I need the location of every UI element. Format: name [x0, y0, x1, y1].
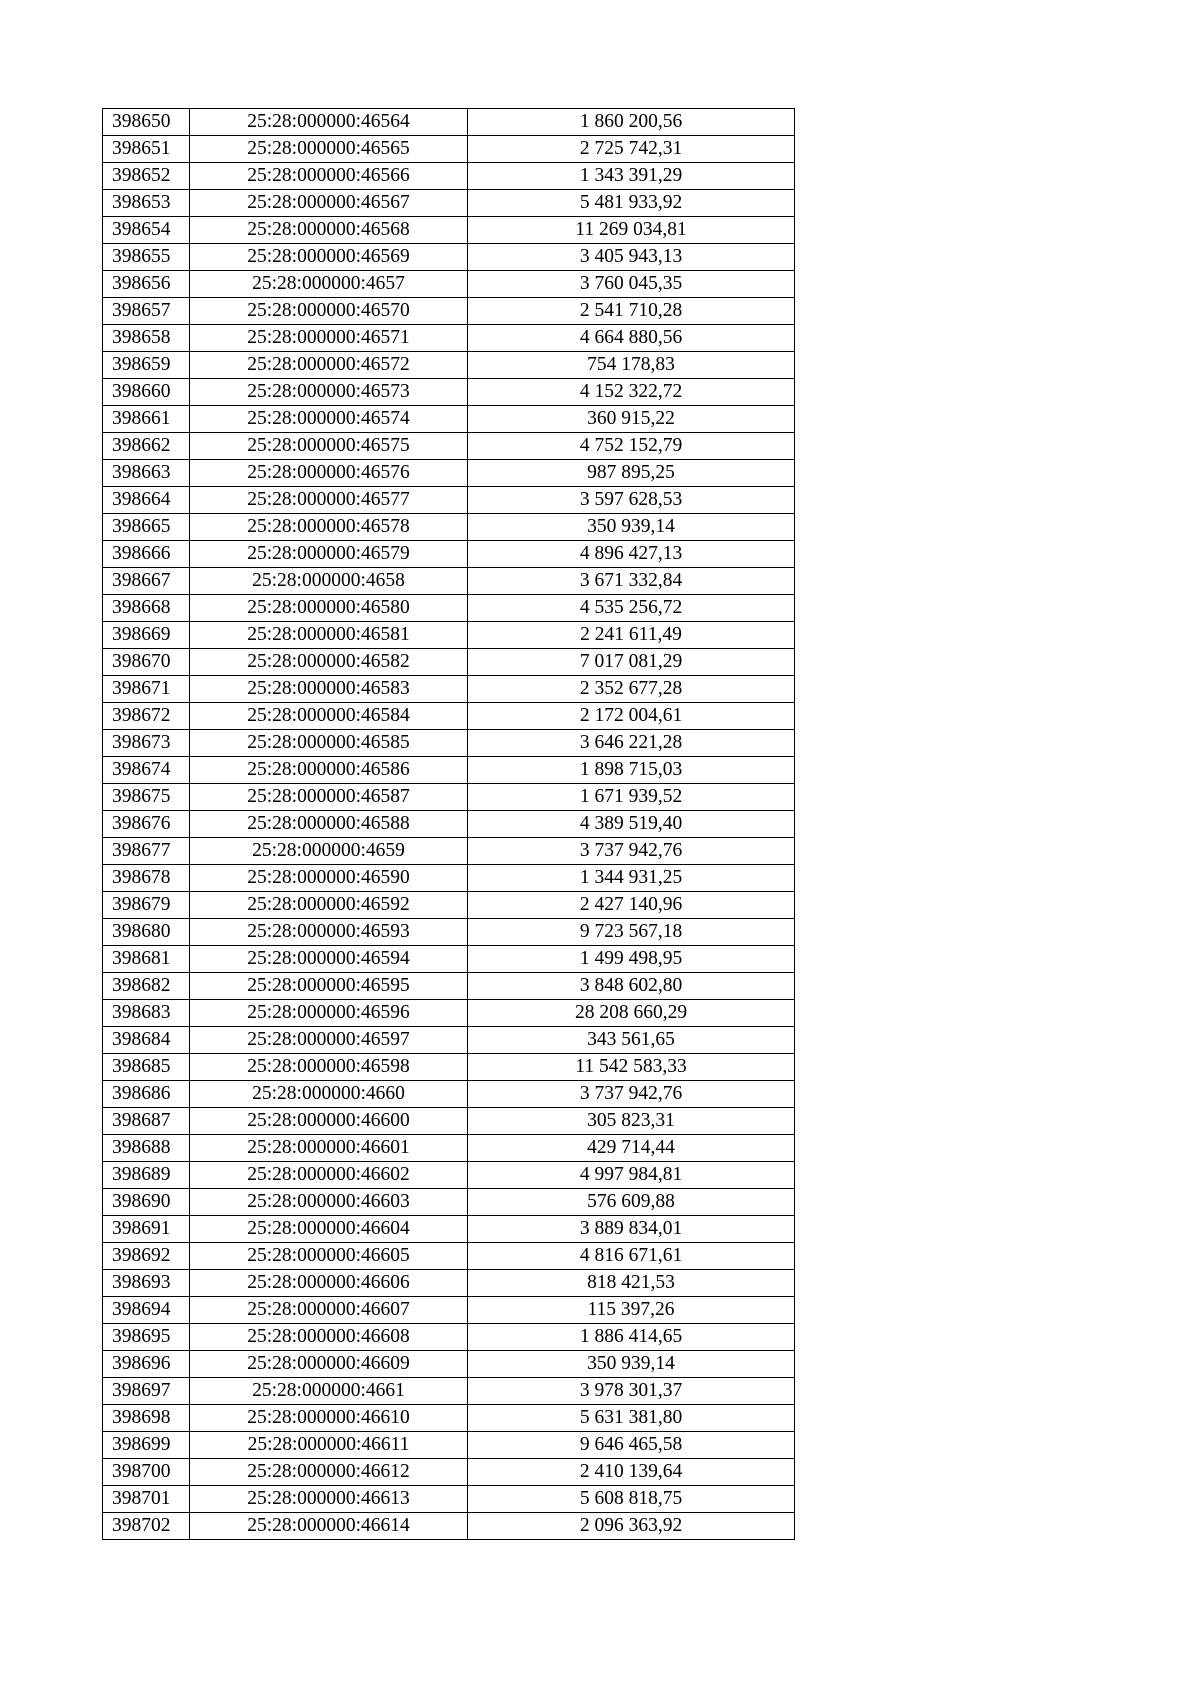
cadastral-value-cell: 2 541 710,28 — [468, 298, 795, 325]
table-row — [103, 946, 795, 973]
cadastral-value-cell: 9 723 567,18 — [468, 919, 795, 946]
row-number-cell: 398681 — [103, 946, 190, 973]
table-row — [103, 1108, 795, 1135]
table-row — [103, 1000, 795, 1027]
table-row — [103, 1405, 795, 1432]
cadastral-value-cell: 1 860 200,56 — [468, 109, 795, 136]
cadastral-number-cell: 25:28:000000:46601 — [190, 1135, 468, 1162]
cadastral-value-cell: 4 997 984,81 — [468, 1162, 795, 1189]
row-number-cell: 398693 — [103, 1270, 190, 1297]
cadastral-value-cell: 7 017 081,29 — [468, 649, 795, 676]
cadastral-number-cell: 25:28:000000:46570 — [190, 298, 468, 325]
cadastral-value-cell: 3 671 332,84 — [468, 568, 795, 595]
row-number-cell: 398691 — [103, 1216, 190, 1243]
row-number-cell: 398669 — [103, 622, 190, 649]
cadastral-value-cell: 1 499 498,95 — [468, 946, 795, 973]
row-number-cell: 398656 — [103, 271, 190, 298]
cadastral-value-cell: 350 939,14 — [468, 514, 795, 541]
cadastral-number-cell: 25:28:000000:46572 — [190, 352, 468, 379]
cadastral-value-cell: 2 427 140,96 — [468, 892, 795, 919]
row-number-cell: 398654 — [103, 217, 190, 244]
table-row — [103, 1135, 795, 1162]
cadastral-value-cell: 818 421,53 — [468, 1270, 795, 1297]
cadastral-value-cell: 115 397,26 — [468, 1297, 795, 1324]
row-number-cell: 398701 — [103, 1486, 190, 1513]
cadastral-number-cell: 25:28:000000:46568 — [190, 217, 468, 244]
row-number-cell: 398695 — [103, 1324, 190, 1351]
table-row — [103, 217, 795, 244]
table-row — [103, 1270, 795, 1297]
row-number-cell: 398697 — [103, 1378, 190, 1405]
cadastral-number-cell: 25:28:000000:46603 — [190, 1189, 468, 1216]
row-number-cell: 398673 — [103, 730, 190, 757]
cadastral-number-cell: 25:28:000000:46567 — [190, 190, 468, 217]
cadastral-value-cell: 3 737 942,76 — [468, 838, 795, 865]
row-number-cell: 398688 — [103, 1135, 190, 1162]
cadastral-value-cell: 3 848 602,80 — [468, 973, 795, 1000]
cadastral-number-cell: 25:28:000000:46565 — [190, 136, 468, 163]
cadastral-value-cell: 3 646 221,28 — [468, 730, 795, 757]
row-number-cell: 398665 — [103, 514, 190, 541]
cadastral-number-cell: 25:28:000000:46594 — [190, 946, 468, 973]
row-number-cell: 398687 — [103, 1108, 190, 1135]
cadastral-number-cell: 25:28:000000:46577 — [190, 487, 468, 514]
cadastral-number-cell: 25:28:000000:46584 — [190, 703, 468, 730]
row-number-cell: 398678 — [103, 865, 190, 892]
cadastral-number-cell: 25:28:000000:46614 — [190, 1513, 468, 1540]
row-number-cell: 398690 — [103, 1189, 190, 1216]
table-row — [103, 1081, 795, 1108]
row-number-cell: 398674 — [103, 757, 190, 784]
table-row — [103, 784, 795, 811]
row-number-cell: 398675 — [103, 784, 190, 811]
row-number-cell: 398651 — [103, 136, 190, 163]
cadastral-number-cell: 25:28:000000:46607 — [190, 1297, 468, 1324]
cadastral-value-cell: 754 178,83 — [468, 352, 795, 379]
cadastral-number-cell: 25:28:000000:46564 — [190, 109, 468, 136]
table-row — [103, 379, 795, 406]
row-number-cell: 398652 — [103, 163, 190, 190]
cadastral-value-cell: 3 889 834,01 — [468, 1216, 795, 1243]
cadastral-value-cell: 4 816 671,61 — [468, 1243, 795, 1270]
cadastral-number-cell: 25:28:000000:46579 — [190, 541, 468, 568]
cadastral-number-cell: 25:28:000000:46575 — [190, 433, 468, 460]
row-number-cell: 398660 — [103, 379, 190, 406]
row-number-cell: 398698 — [103, 1405, 190, 1432]
row-number-cell: 398662 — [103, 433, 190, 460]
cadastral-number-cell: 25:28:000000:46581 — [190, 622, 468, 649]
row-number-cell: 398655 — [103, 244, 190, 271]
table-row — [103, 730, 795, 757]
cadastral-value-cell: 2 725 742,31 — [468, 136, 795, 163]
table-row — [103, 649, 795, 676]
table-row — [103, 1378, 795, 1405]
cadastral-number-cell: 25:28:000000:46569 — [190, 244, 468, 271]
cadastral-number-cell: 25:28:000000:46597 — [190, 1027, 468, 1054]
table-row — [103, 1324, 795, 1351]
cadastral-value-cell: 1 886 414,65 — [468, 1324, 795, 1351]
table-row — [103, 1027, 795, 1054]
table-row — [103, 298, 795, 325]
cadastral-number-cell: 25:28:000000:46585 — [190, 730, 468, 757]
cadastral-value-cell: 5 608 818,75 — [468, 1486, 795, 1513]
cadastral-number-cell: 25:28:000000:46593 — [190, 919, 468, 946]
cadastral-number-cell: 25:28:000000:46596 — [190, 1000, 468, 1027]
table-row — [103, 487, 795, 514]
cadastral-number-cell: 25:28:000000:46574 — [190, 406, 468, 433]
cadastral-number-cell: 25:28:000000:46580 — [190, 595, 468, 622]
table-row — [103, 1297, 795, 1324]
cadastral-number-cell: 25:28:000000:46600 — [190, 1108, 468, 1135]
row-number-cell: 398667 — [103, 568, 190, 595]
row-number-cell: 398672 — [103, 703, 190, 730]
cadastral-value-cell: 3 737 942,76 — [468, 1081, 795, 1108]
table-row — [103, 1351, 795, 1378]
row-number-cell: 398676 — [103, 811, 190, 838]
table-row — [103, 541, 795, 568]
cadastral-number-cell: 25:28:000000:46595 — [190, 973, 468, 1000]
cadastral-number-cell: 25:28:000000:46610 — [190, 1405, 468, 1432]
row-number-cell: 398699 — [103, 1432, 190, 1459]
row-number-cell: 398696 — [103, 1351, 190, 1378]
cadastral-value-cell: 2 410 139,64 — [468, 1459, 795, 1486]
row-number-cell: 398663 — [103, 460, 190, 487]
cadastral-number-cell: 25:28:000000:4660 — [190, 1081, 468, 1108]
table-row — [103, 919, 795, 946]
row-number-cell: 398685 — [103, 1054, 190, 1081]
cadastral-value-cell: 987 895,25 — [468, 460, 795, 487]
cadastral-number-cell: 25:28:000000:46598 — [190, 1054, 468, 1081]
cadastral-number-cell: 25:28:000000:46587 — [190, 784, 468, 811]
table-row — [103, 892, 795, 919]
table-row — [103, 163, 795, 190]
cadastral-value-cell: 2 096 363,92 — [468, 1513, 795, 1540]
cadastral-value-cell: 3 978 301,37 — [468, 1378, 795, 1405]
cadastral-value-cell: 5 631 381,80 — [468, 1405, 795, 1432]
table-row — [103, 838, 795, 865]
cadastral-number-cell: 25:28:000000:46573 — [190, 379, 468, 406]
row-number-cell: 398692 — [103, 1243, 190, 1270]
row-number-cell: 398658 — [103, 325, 190, 352]
row-number-cell: 398659 — [103, 352, 190, 379]
table-row — [103, 271, 795, 298]
table-row — [103, 622, 795, 649]
table-row — [103, 406, 795, 433]
table-body — [103, 109, 795, 1540]
row-number-cell: 398664 — [103, 487, 190, 514]
row-number-cell: 398700 — [103, 1459, 190, 1486]
table-row — [103, 676, 795, 703]
row-number-cell: 398657 — [103, 298, 190, 325]
table-row — [103, 1162, 795, 1189]
cadastral-number-cell: 25:28:000000:46583 — [190, 676, 468, 703]
table-row — [103, 460, 795, 487]
cadastral-number-cell: 25:28:000000:4657 — [190, 271, 468, 298]
cadastral-value-cell: 3 405 943,13 — [468, 244, 795, 271]
table-row — [103, 1189, 795, 1216]
cadastral-value-cell: 28 208 660,29 — [468, 1000, 795, 1027]
cadastral-number-cell: 25:28:000000:46602 — [190, 1162, 468, 1189]
cadastral-value-cell: 1 344 931,25 — [468, 865, 795, 892]
row-number-cell: 398666 — [103, 541, 190, 568]
row-number-cell: 398670 — [103, 649, 190, 676]
cadastral-number-cell: 25:28:000000:46613 — [190, 1486, 468, 1513]
cadastral-value-cell: 4 896 427,13 — [468, 541, 795, 568]
table-row — [103, 568, 795, 595]
table-row — [103, 433, 795, 460]
row-number-cell: 398683 — [103, 1000, 190, 1027]
table-row — [103, 1486, 795, 1513]
cadastral-value-cell: 1 898 715,03 — [468, 757, 795, 784]
cadastral-number-cell: 25:28:000000:46588 — [190, 811, 468, 838]
row-number-cell: 398677 — [103, 838, 190, 865]
cadastral-value-cell: 11 269 034,81 — [468, 217, 795, 244]
cadastral-number-cell: 25:28:000000:4659 — [190, 838, 468, 865]
cadastral-value-cell: 4 152 322,72 — [468, 379, 795, 406]
row-number-cell: 398650 — [103, 109, 190, 136]
cadastral-value-cell: 3 597 628,53 — [468, 487, 795, 514]
row-number-cell: 398661 — [103, 406, 190, 433]
cadastral-value-cell: 4 752 152,79 — [468, 433, 795, 460]
cadastral-value-cell: 4 535 256,72 — [468, 595, 795, 622]
cadastral-number-cell: 25:28:000000:4661 — [190, 1378, 468, 1405]
row-number-cell: 398653 — [103, 190, 190, 217]
row-number-cell: 398702 — [103, 1513, 190, 1540]
table-row — [103, 865, 795, 892]
cadastral-number-cell: 25:28:000000:46605 — [190, 1243, 468, 1270]
cadastral-value-cell: 576 609,88 — [468, 1189, 795, 1216]
cadastral-number-cell: 25:28:000000:46590 — [190, 865, 468, 892]
cadastral-value-cell: 2 172 004,61 — [468, 703, 795, 730]
cadastral-number-cell: 25:28:000000:4658 — [190, 568, 468, 595]
row-number-cell: 398694 — [103, 1297, 190, 1324]
cadastral-value-cell: 350 939,14 — [468, 1351, 795, 1378]
cadastral-value-cell: 11 542 583,33 — [468, 1054, 795, 1081]
table-row — [103, 136, 795, 163]
cadastral-value-table — [102, 108, 795, 1540]
cadastral-value-cell: 1 343 391,29 — [468, 163, 795, 190]
table-row — [103, 595, 795, 622]
cadastral-number-cell: 25:28:000000:46612 — [190, 1459, 468, 1486]
cadastral-number-cell: 25:28:000000:46578 — [190, 514, 468, 541]
cadastral-value-cell: 2 241 611,49 — [468, 622, 795, 649]
table-row — [103, 325, 795, 352]
table-row — [103, 190, 795, 217]
cadastral-number-cell: 25:28:000000:46604 — [190, 1216, 468, 1243]
table-row — [103, 244, 795, 271]
cadastral-value-cell: 5 481 933,92 — [468, 190, 795, 217]
row-number-cell: 398679 — [103, 892, 190, 919]
table-row — [103, 1432, 795, 1459]
cadastral-number-cell: 25:28:000000:46566 — [190, 163, 468, 190]
table-row — [103, 109, 795, 136]
row-number-cell: 398684 — [103, 1027, 190, 1054]
cadastral-number-cell: 25:28:000000:46576 — [190, 460, 468, 487]
table-row — [103, 1216, 795, 1243]
cadastral-value-cell: 2 352 677,28 — [468, 676, 795, 703]
cadastral-value-cell: 4 389 519,40 — [468, 811, 795, 838]
row-number-cell: 398689 — [103, 1162, 190, 1189]
cadastral-number-cell: 25:28:000000:46571 — [190, 325, 468, 352]
cadastral-value-cell: 343 561,65 — [468, 1027, 795, 1054]
row-number-cell: 398686 — [103, 1081, 190, 1108]
cadastral-number-cell: 25:28:000000:46609 — [190, 1351, 468, 1378]
cadastral-number-cell: 25:28:000000:46582 — [190, 649, 468, 676]
row-number-cell: 398680 — [103, 919, 190, 946]
cadastral-value-cell: 3 760 045,35 — [468, 271, 795, 298]
table-row — [103, 811, 795, 838]
table-row — [103, 757, 795, 784]
table-row — [103, 973, 795, 1000]
table-row — [103, 1513, 795, 1540]
cadastral-number-cell: 25:28:000000:46608 — [190, 1324, 468, 1351]
table-row — [103, 514, 795, 541]
cadastral-value-cell: 305 823,31 — [468, 1108, 795, 1135]
cadastral-number-cell: 25:28:000000:46611 — [190, 1432, 468, 1459]
cadastral-value-cell: 9 646 465,58 — [468, 1432, 795, 1459]
cadastral-number-cell: 25:28:000000:46606 — [190, 1270, 468, 1297]
table-row — [103, 1243, 795, 1270]
cadastral-value-cell: 1 671 939,52 — [468, 784, 795, 811]
table-row — [103, 1054, 795, 1081]
cadastral-number-cell: 25:28:000000:46592 — [190, 892, 468, 919]
table-row — [103, 1459, 795, 1486]
cadastral-number-cell: 25:28:000000:46586 — [190, 757, 468, 784]
table-row — [103, 703, 795, 730]
cadastral-value-cell: 360 915,22 — [468, 406, 795, 433]
table-row — [103, 352, 795, 379]
row-number-cell: 398671 — [103, 676, 190, 703]
cadastral-value-cell: 429 714,44 — [468, 1135, 795, 1162]
row-number-cell: 398682 — [103, 973, 190, 1000]
row-number-cell: 398668 — [103, 595, 190, 622]
cadastral-value-cell: 4 664 880,56 — [468, 325, 795, 352]
